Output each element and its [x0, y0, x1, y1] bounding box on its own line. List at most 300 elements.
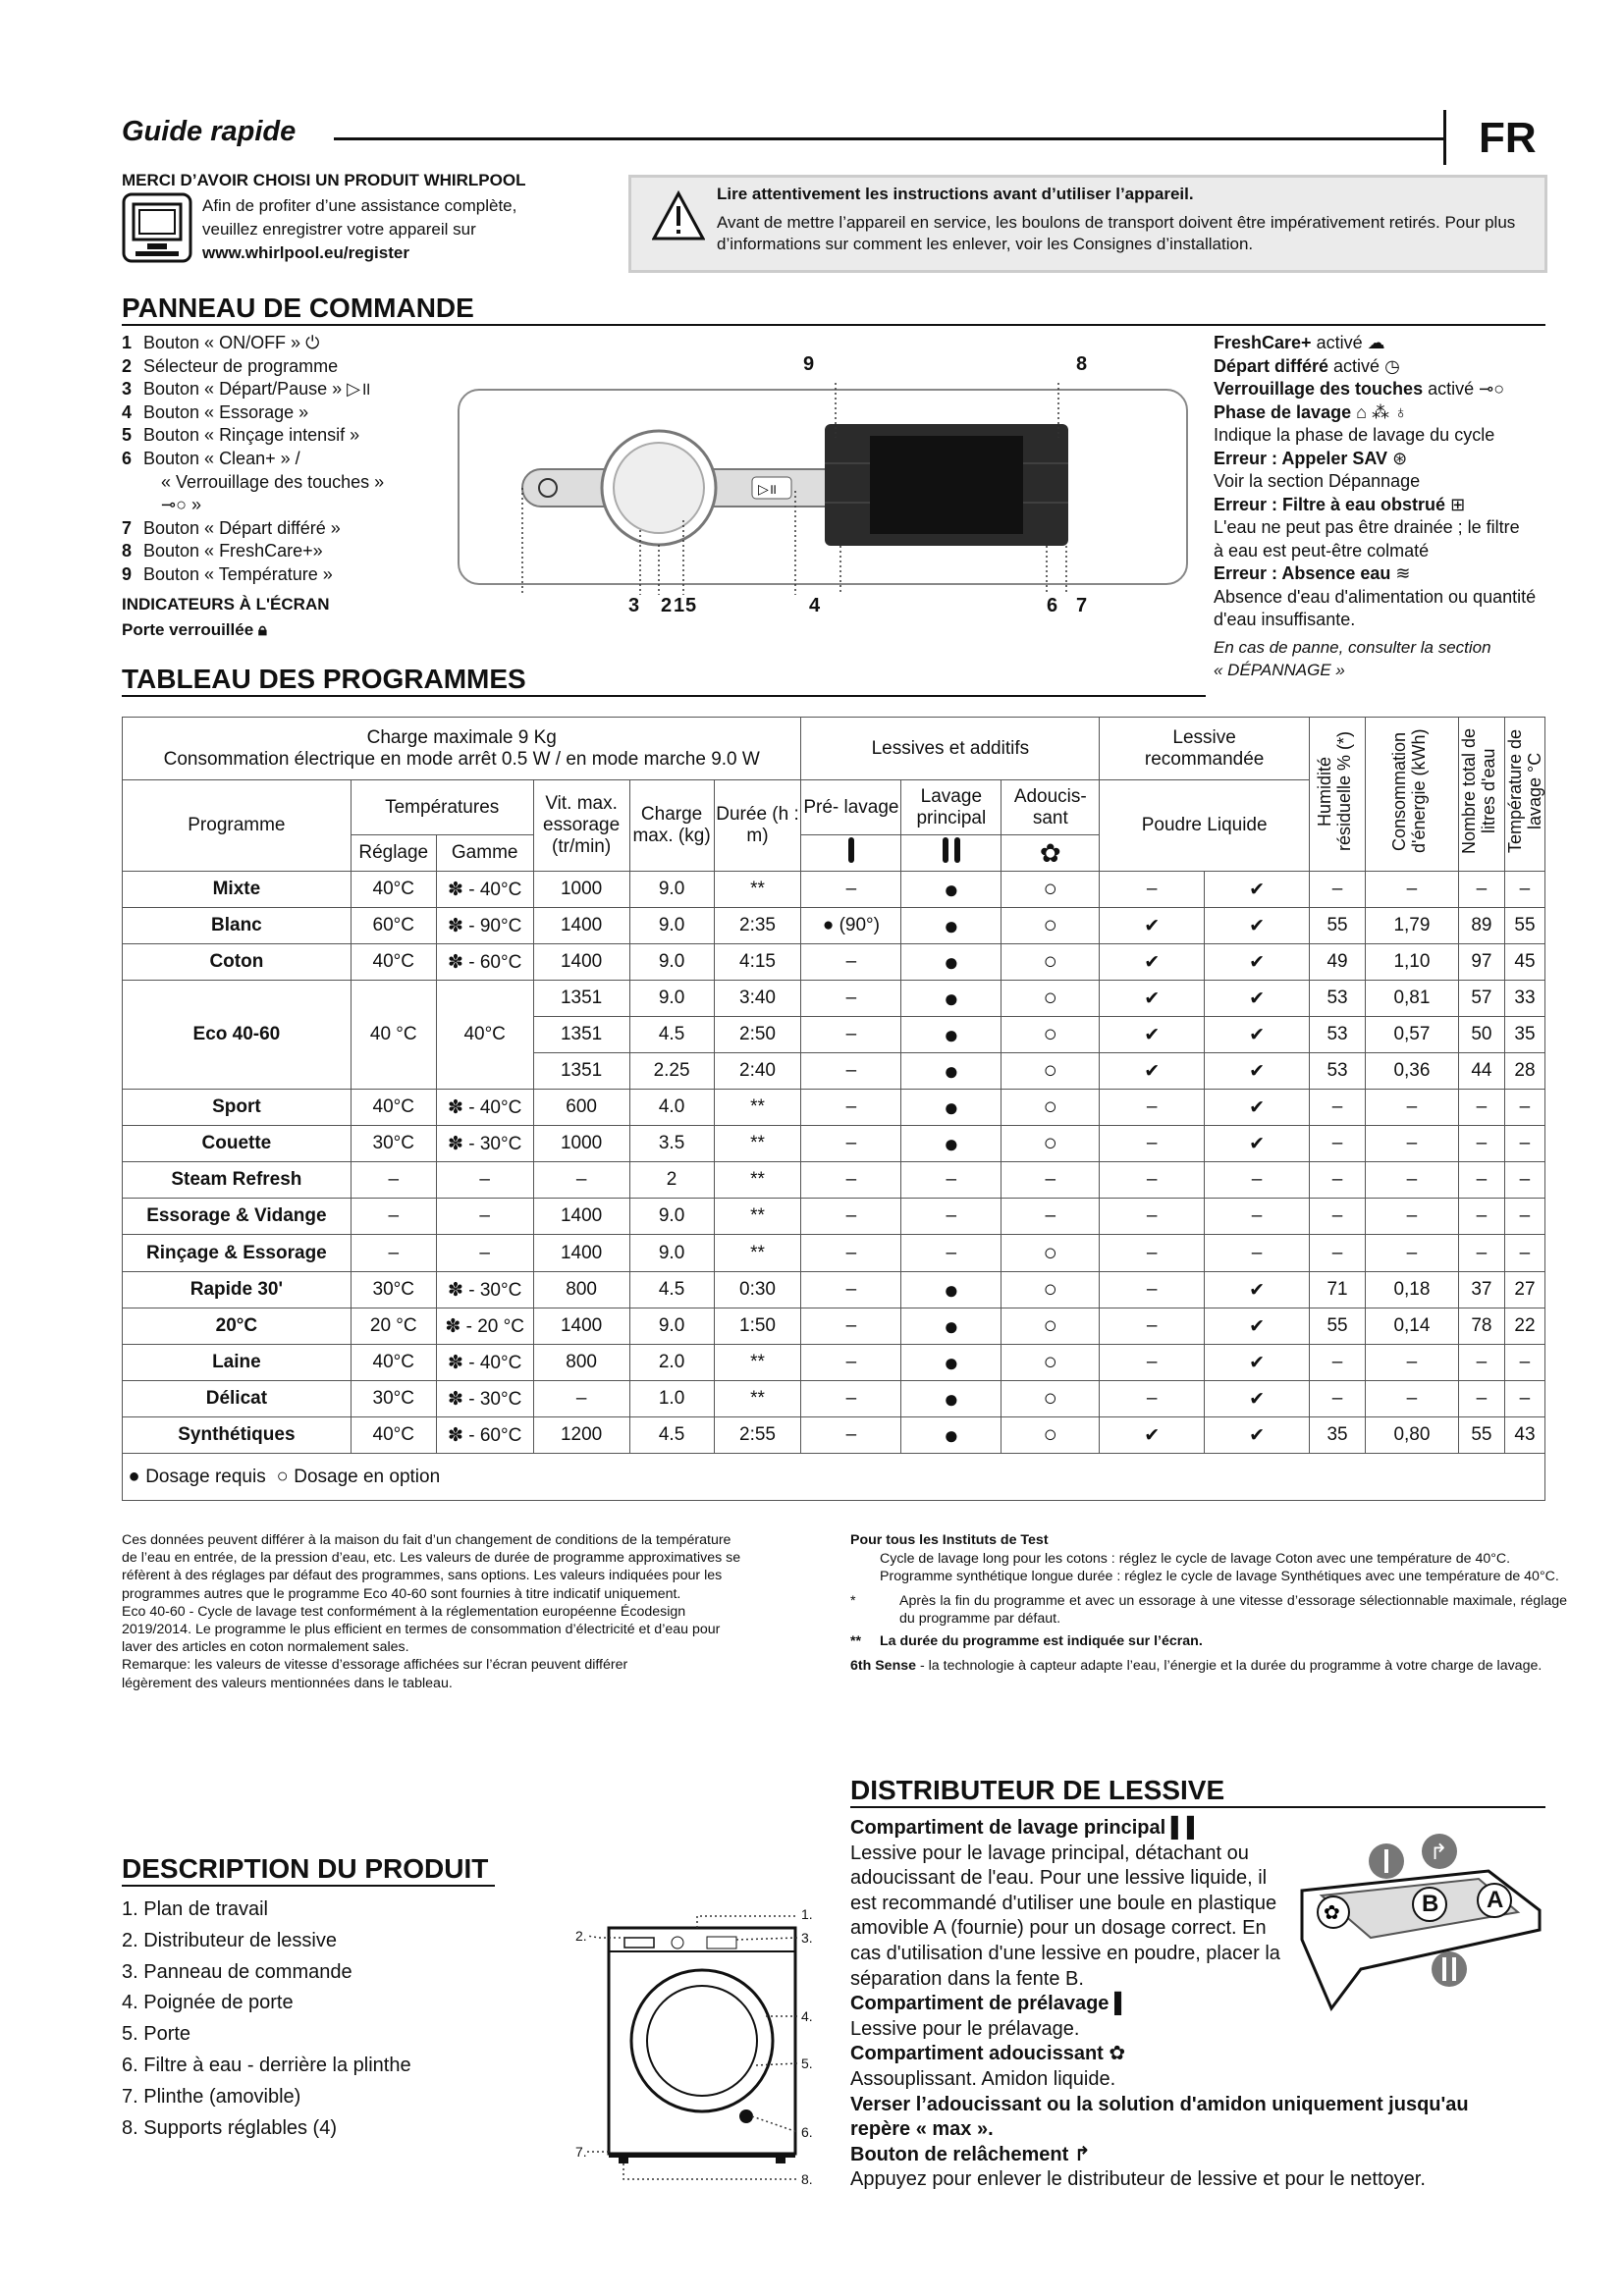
padlock-icon: 🔒︎: [257, 620, 267, 639]
table-cell: –: [901, 1235, 1001, 1272]
table-cell: –: [1458, 1199, 1504, 1235]
program-name: Blanc: [123, 908, 352, 944]
table-cell: –: [801, 872, 901, 908]
table-cell: 1400: [533, 908, 629, 944]
table-cell: 1351: [533, 1017, 629, 1053]
table-cell: –: [1504, 1381, 1544, 1417]
table-cell: ●: [901, 944, 1001, 981]
table-cell: 4:15: [714, 944, 801, 981]
note-line: laver des articles en coton normalement sales.: [122, 1639, 409, 1656]
table-cell: ✔: [1100, 1053, 1205, 1090]
table-row: [123, 981, 1545, 1017]
table-cell: 40°C: [351, 1345, 436, 1381]
table-cell: ●: [901, 1053, 1001, 1090]
note-star: * Après la fin du programme et avec un essorage à une vitesse d’essorage sélectionnable maximale, réglage du programme par défaut.: [850, 1592, 1567, 1628]
start-pause-icon: ▷॥: [347, 379, 371, 400]
washing-machine-diagram: [569, 1908, 825, 2203]
list-item: 4. Poignée de porte: [122, 1992, 294, 2014]
table-cell: ●: [901, 1345, 1001, 1381]
table-cell: –: [1100, 1272, 1205, 1308]
label-A: A: [1487, 1887, 1504, 1913]
table-cell: ○: [1001, 1345, 1100, 1381]
water-tap-icon: ≋: [1395, 563, 1411, 583]
table-cell: –: [801, 1417, 901, 1454]
list-item: à eau est peut-être colmaté: [1214, 540, 1430, 561]
label-B: B: [1422, 1891, 1439, 1917]
table-cell: –: [436, 1199, 533, 1235]
table-cell: –: [801, 1381, 901, 1417]
table-cell: 71: [1310, 1272, 1366, 1308]
table-cell: 9.0: [629, 908, 714, 944]
table-cell: 9.0: [629, 872, 714, 908]
table-cell: ●: [901, 1090, 1001, 1126]
table-cell: –: [1366, 1126, 1459, 1162]
list-item: 1 Bouton « ON/OFF » ⏻: [122, 333, 320, 352]
list-item: ⊸○ »: [161, 495, 201, 515]
table-cell: –: [1458, 1345, 1504, 1381]
callout-4: 4: [809, 595, 821, 616]
table-cell: ○: [1001, 908, 1100, 944]
control-panel-diagram: [458, 353, 1184, 628]
table-cell: 40°C: [436, 981, 533, 1090]
list-item: 5. Porte: [122, 2023, 191, 2046]
table-cell: –: [1310, 1345, 1366, 1381]
table-cell: 2:40: [714, 1053, 801, 1090]
table-cell: 1:50: [714, 1308, 801, 1345]
table-cell: ○: [1001, 981, 1100, 1017]
header-rule: [334, 137, 1443, 140]
table-cell: 2.25: [629, 1053, 714, 1090]
header-softener: Adoucis- sant: [1001, 780, 1100, 835]
detergent-drawer-diagram: [1292, 1822, 1545, 2018]
table-row: [123, 1090, 1545, 1126]
callout-6: 6: [1047, 595, 1058, 616]
program-name: Couette: [123, 1126, 352, 1162]
table-cell: –: [1458, 1381, 1504, 1417]
table-cell: 1.0: [629, 1381, 714, 1417]
release-arrow-icon: ↱: [1073, 2143, 1091, 2165]
table-cell: –: [1100, 1162, 1205, 1199]
table-cell: **: [714, 1381, 801, 1417]
table-cell: ✽ - 20 °C: [436, 1308, 533, 1345]
table-cell: ✽ - 40°C: [436, 1090, 533, 1126]
table-cell: 0,81: [1366, 981, 1459, 1017]
table-cell: 3:40: [714, 981, 801, 1017]
table-cell: 9.0: [629, 981, 714, 1017]
indicator-list: [1214, 332, 1547, 682]
table-cell: –: [1366, 1199, 1459, 1235]
list-item: L'eau ne peut pas être drainée ; le filtre: [1214, 517, 1520, 537]
table-cell: ○: [1001, 1235, 1100, 1272]
table-cell: –: [1100, 1308, 1205, 1345]
callout-2: 2: [661, 595, 673, 616]
program-name: Synthétiques: [123, 1417, 352, 1454]
table-cell: 9.0: [629, 1199, 714, 1235]
program-name: Essorage & Vidange: [123, 1199, 352, 1235]
table-cell: –: [1100, 1345, 1205, 1381]
table-row: [123, 1199, 1545, 1235]
description-list: [122, 1895, 411, 2144]
table-cell: 53: [1310, 1017, 1366, 1053]
table-cell: 2:55: [714, 1417, 801, 1454]
header-duration: Durée (h : m): [714, 780, 801, 872]
table-cell: 2:35: [714, 908, 801, 944]
table-cell: 1400: [533, 1308, 629, 1345]
table-cell: 49: [1310, 944, 1366, 981]
list-item: Départ différé activé ◷: [1214, 355, 1400, 376]
table-cell: 0:30: [714, 1272, 801, 1308]
table-row: [123, 1272, 1545, 1308]
table-cell: –: [1001, 1162, 1100, 1199]
callout-7: 7.: [575, 2144, 587, 2160]
notes-right: [850, 1531, 1577, 1675]
program-name: Rinçage & Essorage: [123, 1235, 352, 1272]
table-cell: 1,79: [1366, 908, 1459, 944]
table-cell: 44: [1458, 1053, 1504, 1090]
table-cell: ✽ - 30°C: [436, 1272, 533, 1308]
table-cell: ○: [1001, 1053, 1100, 1090]
softener-flower-icon: ✿: [1001, 835, 1100, 872]
list-item: Erreur : Absence eau ≋: [1214, 563, 1411, 583]
control-panel-rule: [122, 324, 1545, 326]
table-cell: ✔: [1205, 1308, 1310, 1345]
table-cell: –: [1310, 1235, 1366, 1272]
table-cell: 89: [1458, 908, 1504, 944]
table-cell: ●: [901, 1308, 1001, 1345]
table-cell: ✔: [1205, 1345, 1310, 1381]
table-cell: –: [1504, 872, 1544, 908]
note-line: légèrement des valeurs mentionnées dans le tableau.: [122, 1675, 453, 1691]
table-cell: –: [801, 944, 901, 981]
table-cell: ○: [1001, 1126, 1100, 1162]
table-cell: 35: [1504, 1017, 1544, 1053]
table-cell: 57: [1458, 981, 1504, 1017]
table-row: [123, 1417, 1545, 1454]
table-cell: –: [1504, 1199, 1544, 1235]
table-cell: 4.5: [629, 1272, 714, 1308]
program-name: Délicat: [123, 1381, 352, 1417]
table-cell: –: [801, 1235, 901, 1272]
prewash-icon: [801, 835, 901, 872]
table-cell: –: [1100, 1126, 1205, 1162]
table-cell: 43: [1504, 1417, 1544, 1454]
program-name: Eco 40-60: [123, 981, 352, 1090]
table-cell: –: [1001, 1199, 1100, 1235]
table-cell: –: [1504, 1162, 1544, 1199]
table-cell: 1200: [533, 1417, 629, 1454]
list-item: 6 Bouton « Clean+ » /: [122, 448, 300, 468]
callout-5: 5.: [801, 2056, 813, 2071]
table-cell: 97: [1458, 944, 1504, 981]
table-cell: ✔: [1205, 981, 1310, 1017]
table-cell: –: [1100, 1090, 1205, 1126]
distributor-heading: DISTRIBUTEUR DE LESSIVE: [850, 1775, 1225, 1805]
list-item: 8 Bouton « FreshCare+»: [122, 541, 323, 561]
freshcare-icon: ☁: [1367, 333, 1385, 352]
table-cell: –: [801, 1199, 901, 1235]
table-cell: –: [1205, 1199, 1310, 1235]
table-cell: ●: [901, 981, 1001, 1017]
table-cell: **: [714, 1090, 801, 1126]
thanks-body: Afin de profiter d’une assistance complète, veuillez enregistrer votre appareil sur: [202, 196, 517, 239]
table-cell: ✽ - 40°C: [436, 1345, 533, 1381]
table-cell: –: [1504, 1126, 1544, 1162]
table-cell: 4.5: [629, 1017, 714, 1053]
list-item: 5 Bouton « Rinçage intensif »: [122, 425, 360, 446]
note-6th-sense: 6th Sense - la technologie à capteur adapte l’eau, l’énergie et la durée du programme à votre charge de lavage.: [850, 1657, 1543, 1674]
table-cell: ○: [1001, 1381, 1100, 1417]
callout-1: 1.: [801, 1906, 813, 1922]
callout-8: 8.: [801, 2171, 813, 2187]
header-charge: Charge maximale 9 Kg Consommation électrique en mode arrêt 0.5 W / en mode marche 9.0 W: [123, 718, 801, 780]
table-cell: 55: [1504, 908, 1544, 944]
list-item: 9 Bouton « Température »: [122, 563, 333, 584]
table-cell: –: [1310, 872, 1366, 908]
list-item: 3 Bouton « Départ/Pause » ▷॥: [122, 379, 371, 400]
table-cell: ✽ - 90°C: [436, 908, 533, 944]
list-item: 3. Panneau de commande: [122, 1960, 352, 1983]
list-item: 1. Plan de travail: [122, 1898, 268, 1920]
table-cell: 1400: [533, 1235, 629, 1272]
table-cell: 45: [1504, 944, 1544, 981]
table-cell: ○: [1001, 1090, 1100, 1126]
table-cell: 40 °C: [351, 981, 436, 1090]
language-code: FR: [1479, 114, 1537, 162]
callout-5: 5: [685, 595, 697, 616]
svg-text:▷॥: ▷॥: [758, 482, 778, 498]
table-cell: –: [1366, 1162, 1459, 1199]
table-cell: 9.0: [629, 1308, 714, 1345]
table-cell: –: [801, 1053, 901, 1090]
table-cell: 40°C: [351, 944, 436, 981]
table-cell: –: [801, 1090, 901, 1126]
softener-flower-icon: ✿: [1109, 2043, 1126, 2065]
table-cell: ●: [901, 1017, 1001, 1053]
table-cell: 1,10: [1366, 944, 1459, 981]
table-cell: ●: [901, 872, 1001, 908]
program-name: 20°C: [123, 1308, 352, 1345]
table-cell: ✔: [1205, 872, 1310, 908]
callout-3: 3.: [801, 1930, 813, 1946]
table-cell: ✔: [1100, 944, 1205, 981]
list-item: 4 Bouton « Essorage »: [122, 401, 309, 422]
table-cell: 0,57: [1366, 1017, 1459, 1053]
program-name: Mixte: [123, 872, 352, 908]
list-item: 2 Sélecteur de programme: [122, 355, 339, 376]
table-cell: ✔: [1205, 1126, 1310, 1162]
note-double-star: ** La durée du programme est indiquée sur l’écran.: [850, 1632, 1203, 1649]
note-line: réfèrent à des réglages par défaut des programmes, sans options. Les valeurs indiquées pour les: [122, 1568, 723, 1584]
indicators-heading: INDICATEURS À L'ÉCRAN: [122, 595, 330, 614]
table-cell: ●: [901, 1272, 1001, 1308]
thanks-heading: MERCI D’AVOIR CHOISI UN PRODUIT WHIRLPOOL: [122, 171, 526, 189]
table-cell: 55: [1310, 1308, 1366, 1345]
list-item: Verrouillage des touches activé ⊸○: [1214, 379, 1505, 399]
table-cell: ○: [1001, 944, 1100, 981]
table-cell: 1400: [533, 1199, 629, 1235]
clock-icon: ◷: [1384, 355, 1400, 376]
table-row: [123, 1308, 1545, 1345]
table-cell: 2.0: [629, 1345, 714, 1381]
table-cell: 40°C: [351, 1090, 436, 1126]
table-cell: –: [1366, 1345, 1459, 1381]
callout-4: 4.: [801, 2008, 813, 2024]
table-cell: –: [1310, 1381, 1366, 1417]
callout-6: 6.: [801, 2124, 813, 2140]
table-cell: –: [1458, 872, 1504, 908]
warning-title: Lire attentivement les instructions avant d’utiliser l’appareil.: [717, 185, 1194, 203]
note-line: 2019/2014. Le programme le plus efficient en termes de consommation d’électricité et d’eau pour: [122, 1622, 721, 1638]
table-cell: 33: [1504, 981, 1544, 1017]
table-cell: 2:50: [714, 1017, 801, 1053]
table-cell: –: [1310, 1162, 1366, 1199]
note-line: Eco 40-60 - Cycle de lavage test conformément à la réglementation européenne Écodesign: [122, 1603, 686, 1620]
table-cell: ✔: [1100, 1017, 1205, 1053]
table-cell: –: [901, 1162, 1001, 1199]
table-cell: ✔: [1205, 1017, 1310, 1053]
table-cell: ✔: [1205, 1417, 1310, 1454]
list-item: d'eau insuffisante.: [1214, 610, 1356, 629]
program-table-heading: TABLEAU DES PROGRAMMES: [122, 664, 526, 694]
table-cell: 0,80: [1366, 1417, 1459, 1454]
table-row: [123, 1235, 1545, 1272]
list-item: FreshCare+ activé ☁: [1214, 333, 1385, 352]
table-cell: ✽ - 60°C: [436, 1417, 533, 1454]
control-panel-heading: PANNEAU DE COMMANDE: [122, 293, 474, 323]
table-cell: –: [1100, 1235, 1205, 1272]
table-cell: –: [801, 1017, 901, 1053]
table-cell: ✔: [1205, 1053, 1310, 1090]
register-link[interactable]: www.whirlpool.eu/register: [202, 243, 409, 262]
filter-icon: ⊞: [1450, 494, 1466, 514]
table-row: [123, 944, 1545, 981]
callout-3: 3: [628, 595, 640, 616]
table-cell: ✽ - 60°C: [436, 944, 533, 981]
table-cell: ✔: [1205, 908, 1310, 944]
list-item: 6. Filtre à eau - derrière la plinthe: [122, 2054, 411, 2076]
list-item: Phase de lavage ⌂ ⁂ ♁: [1214, 401, 1408, 422]
svg-text:✿: ✿: [1324, 1900, 1340, 1924]
computer-register-icon: [122, 192, 192, 263]
table-row: [123, 1381, 1545, 1417]
power-icon: ⏻: [305, 333, 320, 352]
callout-9: 9: [803, 353, 815, 375]
mainwash-icon: [901, 835, 1001, 872]
table-cell: –: [1366, 1235, 1459, 1272]
table-cell: –: [351, 1235, 436, 1272]
list-item: 8. Supports réglables (4): [122, 2116, 338, 2139]
table-cell: –: [533, 1162, 629, 1199]
mainwash-icon: ▌▌: [1170, 1817, 1204, 1839]
note-line: Ces données peuvent différer à la maison du fait d’un changement de conditions de la température: [122, 1532, 731, 1548]
table-cell: ○: [1001, 1017, 1100, 1053]
table-cell: ● (90°): [801, 908, 901, 944]
table-cell: ✔: [1205, 1090, 1310, 1126]
table-cell: ○: [1001, 1308, 1100, 1345]
warning-icon: [652, 190, 705, 241]
table-cell: –: [1458, 1162, 1504, 1199]
key-icon: ⊸○: [1479, 379, 1505, 399]
wash-phase-icon: ⌂ ⁂ ♁: [1356, 401, 1408, 422]
table-cell: 30°C: [351, 1272, 436, 1308]
header-setting: Réglage: [351, 835, 436, 872]
prewash-icon: ▌: [1113, 1993, 1129, 2015]
table-cell: ✔: [1100, 1417, 1205, 1454]
list-item: Erreur : Filtre à eau obstrué ⊞: [1214, 494, 1466, 514]
header-range: Gamme: [436, 835, 533, 872]
table-cell: 55: [1458, 1417, 1504, 1454]
table-cell: ✽ - 30°C: [436, 1126, 533, 1162]
note-line: de l’eau en entrée, de la pression d’eau, etc. Les valeurs de durée de programme approximatives se: [122, 1550, 741, 1567]
list-item: Indique la phase de lavage du cycle: [1214, 425, 1495, 445]
table-cell: –: [1205, 1235, 1310, 1272]
svg-text:↱: ↱: [1430, 1841, 1448, 1865]
table-cell: –: [1504, 1345, 1544, 1381]
program-name: Sport: [123, 1090, 352, 1126]
table-cell: 1000: [533, 1126, 629, 1162]
table-cell: 60°C: [351, 908, 436, 944]
dosage-legend: ● Dosage requis ○ Dosage en option: [123, 1454, 1545, 1501]
table-cell: –: [436, 1162, 533, 1199]
table-cell: –: [1366, 1090, 1459, 1126]
control-list: [122, 332, 384, 587]
table-cell: –: [533, 1381, 629, 1417]
table-cell: ✔: [1205, 1381, 1310, 1417]
table-cell: –: [1205, 1162, 1310, 1199]
warning-text: Avant de mettre l’appareil en service, les boulons de transport doivent être impérativement retirés. Pour plus d’informations sur comment les enlever, voir les Consignes d’installation.: [717, 213, 1516, 253]
table-cell: ✽ - 40°C: [436, 872, 533, 908]
table-cell: **: [714, 872, 801, 908]
table-cell: ○: [1001, 872, 1100, 908]
header-mainwash: Lavage principal: [901, 780, 1001, 835]
table-cell: 4.0: [629, 1090, 714, 1126]
header-lessives: Lessives et additifs: [801, 718, 1100, 780]
list-item: « Verrouillage des touches »: [161, 471, 385, 492]
table-cell: 30°C: [351, 1126, 436, 1162]
table-cell: 30°C: [351, 1381, 436, 1417]
table-row: [123, 1345, 1545, 1381]
table-cell: ○: [1001, 1417, 1100, 1454]
table-cell: ✔: [1100, 981, 1205, 1017]
table-cell: –: [1100, 1199, 1205, 1235]
table-cell: –: [1366, 1381, 1459, 1417]
table-cell: ✔: [1205, 944, 1310, 981]
table-row: [123, 872, 1545, 908]
thanks-text: [202, 194, 575, 265]
distributor-rule: [850, 1806, 1545, 1808]
notes-left: [122, 1531, 789, 1692]
table-cell: 1351: [533, 1053, 629, 1090]
table-cell: 53: [1310, 981, 1366, 1017]
table-cell: 55: [1310, 908, 1366, 944]
list-item: Erreur : Appeler SAV ⊛: [1214, 448, 1408, 468]
table-cell: ✔: [1205, 1272, 1310, 1308]
table-cell: –: [1504, 1235, 1544, 1272]
table-cell: –: [801, 981, 901, 1017]
list-item: 7. Plinthe (amovible): [122, 2085, 301, 2108]
key-icon: ⊸○: [161, 495, 187, 515]
description-heading: DESCRIPTION DU PRODUIT: [122, 1853, 489, 1884]
table-cell: **: [714, 1345, 801, 1381]
callout-2: 2.: [575, 1928, 587, 1944]
note-line: Remarque: les valeurs de vitesse d’essorage affichées sur l’écran peuvent différer: [122, 1657, 628, 1674]
program-name: Coton: [123, 944, 352, 981]
table-cell: 28: [1504, 1053, 1544, 1090]
table-cell: 50: [1458, 1017, 1504, 1053]
callout-1: 1: [674, 595, 685, 616]
table-cell: –: [801, 1345, 901, 1381]
table-cell: 35: [1310, 1417, 1366, 1454]
